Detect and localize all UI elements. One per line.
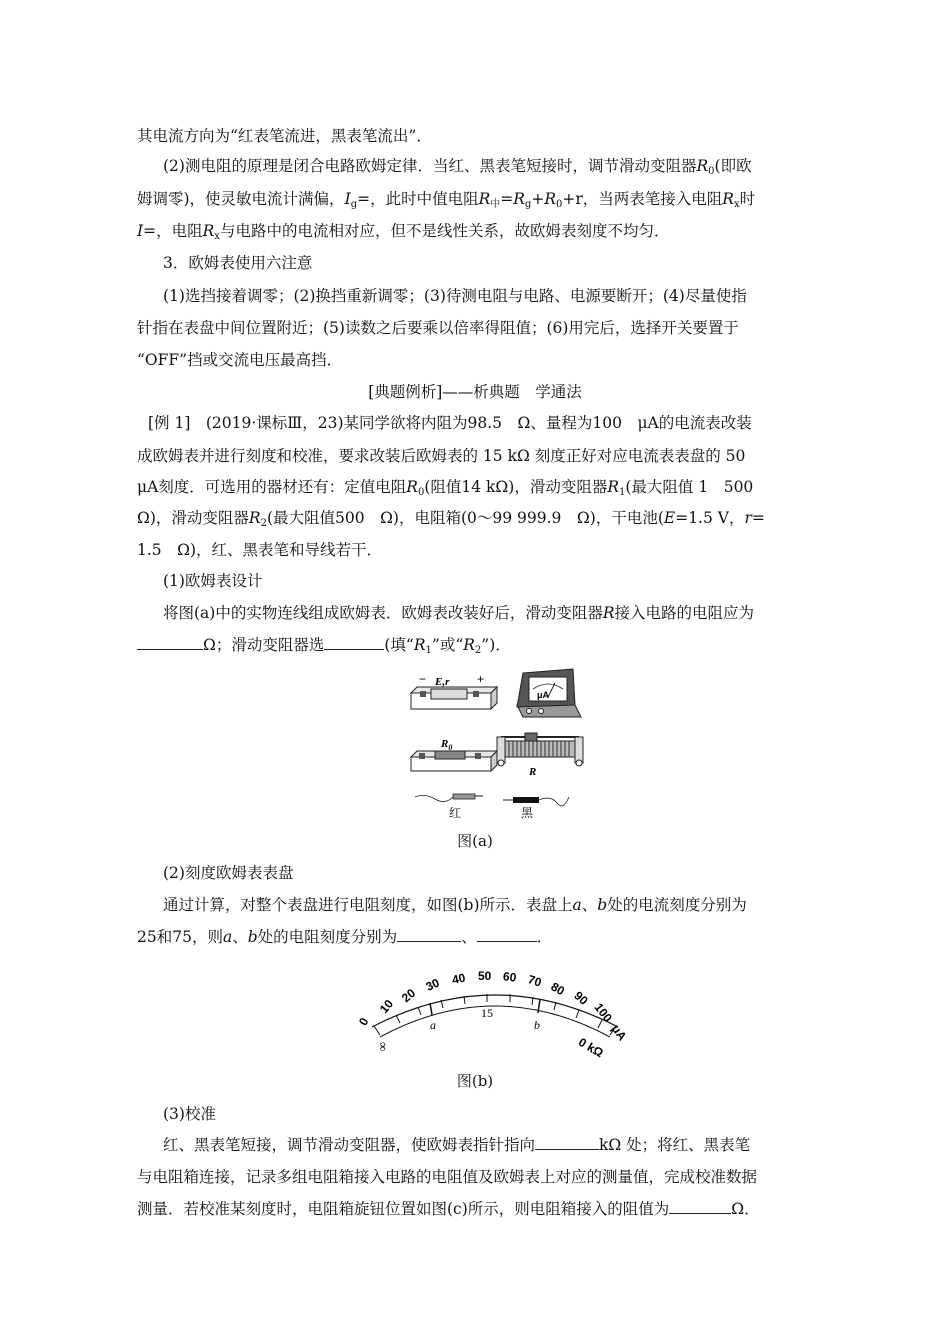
tick-label: 50 (478, 969, 492, 983)
rheostat (497, 733, 583, 778)
dial-resistance-labels (376, 1006, 606, 1060)
black-probe-label: 黑 (521, 806, 534, 820)
probes (415, 794, 569, 820)
tick-label: 70 (526, 972, 544, 990)
para2-line1: (2)测电阻的原理是闭合电路欧姆定律．当红、黑表笔短接时，调节滑动变阻器$R_0$(即欧 (163, 157, 752, 177)
tick-label: 40 (450, 970, 467, 988)
figure-a-caption: 图(a) (457, 832, 493, 850)
meter-label: μA (537, 690, 550, 700)
part3-line3: 测量．若校准某刻度时，电阻箱旋钮位置如图(c)所示，则电阻箱接入的阻值为 Ω． (137, 1200, 760, 1218)
red-probe-label: 红 (449, 806, 462, 820)
part2-line2: 25和75，则a、b处的电阻刻度分别为 、 ． (137, 928, 553, 946)
tick-label: 20 (398, 985, 419, 1006)
part2-line1: 通过计算，对整个表盘进行电阻刻度，如图(b)所示．表盘上a、b处的电流刻度分别为 (163, 896, 747, 914)
example-line5: 1.5 Ω)，红、黑表笔和导线若干． (137, 541, 383, 559)
part3-title: (3)校准 (163, 1105, 216, 1123)
para2-line3: I=，电阻$R_x$与电路中的电流相对应，但不是线性关系，故欧姆表刻度不均匀． (137, 222, 670, 242)
zero-label: 0 kΩ (576, 1034, 606, 1061)
battery-minus: − (419, 672, 427, 686)
dial-arc-inner (380, 1006, 610, 1037)
part2-title: (2)刻度欧姆表表盘 (163, 864, 294, 882)
figure-b-caption: 图(b) (456, 1072, 494, 1090)
part1-line1: 将图(a)中的实物连线组成欧姆表．欧姆表改装好后，滑动变阻器R接入电路的电阻应为 (163, 604, 755, 622)
notes-line3: “OFF”挡或交流电压最高挡． (137, 351, 343, 369)
example-line1: [例 1] (2019·课标Ⅲ，23)某同学欲将内阻为98.5 Ω、量程为100 μA的电流表改装 (148, 414, 752, 432)
part1-title: (1)欧姆表设计 (163, 572, 263, 590)
tick-label: 0 (355, 1015, 372, 1028)
battery-plus: + (477, 672, 485, 686)
battery-board (411, 672, 497, 709)
figure-a (405, 665, 585, 825)
tick-label: 30 (423, 975, 442, 994)
battery-label: E,r (435, 676, 450, 688)
part3-line2: 与电阻箱连接，记录多组电阻箱接入电路的电阻值及欧姆表上对应的测量值，完成校准数据 (137, 1168, 758, 1186)
notes-line1: (1)选挡接着调零；(2)换挡重新调零；(3)待测电阻与电路、电源要断开；(4)尽量使指 (163, 287, 747, 305)
example-line2: 成欧姆表并进行刻度和校准，要求改装后欧姆表的 15 kΩ 刻度正好对应电流表表盘的 50 (137, 447, 746, 465)
point-a: a (430, 1018, 436, 1032)
part1-line2: Ω；滑动变阻器选 (填“$R_1$”或“$R_2$”)． (137, 635, 511, 661)
rheostat-label: R (529, 766, 537, 778)
para2-line2: 姆调零)，使灵敏电流计满偏，$I_g=$，此时中值电阻$R_中=R_g+R_0+r$，当两表笔接入电阻$R_x$时 (137, 190, 756, 210)
answer-blank[interactable] (477, 927, 537, 942)
answer-blank[interactable] (137, 635, 203, 650)
tick-label: 60 (502, 969, 518, 985)
notes-line2: 针指在表盘中间位置附近；(5)读数之后要乘以倍率得阻值；(6)用完后，选择开关要置于 (137, 319, 739, 337)
tick-label: 80 (548, 979, 568, 999)
tick-label: 10 (376, 996, 397, 1017)
heading-notes: 3．欧姆表使用六注意 (163, 254, 313, 272)
para1: 其电流方向为“红表笔流进，黑表笔流出”． (137, 127, 432, 145)
left-inf-label: ∞ (376, 1042, 391, 1052)
answer-blank[interactable] (397, 927, 461, 942)
unit-label: μA (608, 1022, 630, 1044)
tick-label: 90 (571, 988, 591, 1008)
tick-label: 100 (591, 1000, 615, 1025)
section-title: [典题例析]——析典题 学通法 (368, 383, 582, 401)
part3-line1: 红、黑表笔短接，调节滑动变阻器，使欧姆表指针指向 kΩ 处；将红、黑表笔 (163, 1136, 751, 1154)
r0-board (411, 738, 497, 771)
mid-label: 15 (481, 1006, 493, 1020)
example-line4: Ω)，滑动变阻器$R_2$(最大阻值500 Ω)，电阻箱(0～99 999.9 Ω)，干电池(E=1.5 V，r= (137, 509, 765, 529)
example-line3: μA刻度．可选用的器材还有：定值电阻$R_0$(阻值14 kΩ)，滑动变阻器$R_1$(最大阻值 1 500 (137, 478, 754, 498)
figure-b (350, 955, 640, 1065)
answer-blank[interactable] (535, 1135, 599, 1150)
microammeter (517, 669, 581, 717)
answer-blank[interactable] (324, 635, 384, 650)
answer-blank[interactable] (669, 1199, 731, 1214)
point-b: b (534, 1018, 540, 1032)
r0-label: $R_0$ (441, 738, 453, 752)
